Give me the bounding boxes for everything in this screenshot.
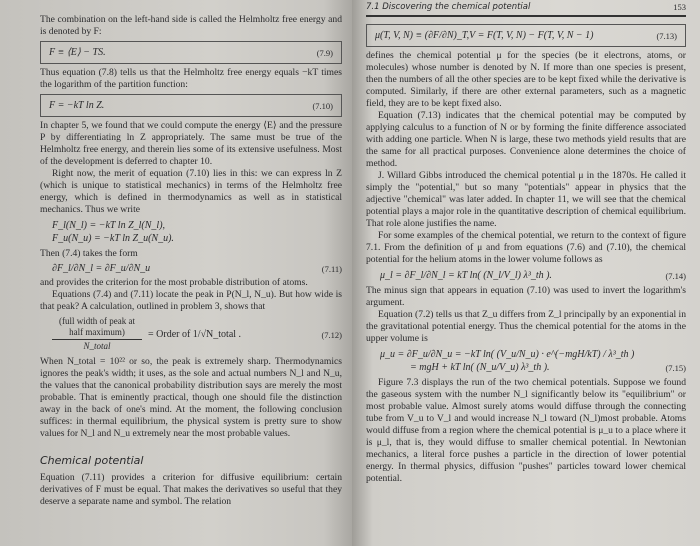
right-page — [352, 0, 700, 546]
paragraph: Equation (7.2) tells us that Z_u differs from Z_l principally by an exponential in the gravitational potential energy. Thus the chemical potential for the atoms in the upper volume is — [366, 309, 686, 344]
page-number: 153 — [673, 2, 686, 12]
fraction-denominator: N_total — [83, 341, 111, 351]
paragraph: and provides the criterion for the most probable distribution of atoms. — [40, 277, 308, 288]
equation-group-7-15 — [366, 348, 686, 374]
equation: = Order of 1/√N_total . — [148, 329, 242, 340]
equation-number: (7.10) — [312, 100, 333, 111]
paragraph: Then (7.4) takes the form — [40, 248, 138, 259]
equation-number: (7.12) — [321, 329, 342, 340]
equation-number: (7.14) — [665, 270, 686, 281]
equation-number: (7.13) — [656, 30, 677, 41]
paragraph: For some examples of the chemical potential, we return to the context of figure 7.1. From the definition of μ and from equations (7.6) and (7.10), the chemical potential for the helium atoms in the lower volume follows as — [366, 230, 686, 265]
paragraph: Equation (7.13) indicates that the chemical potential may be computed by applying calculus to a function of N or by forming the finite difference associated with adding one particle. When N is large, these two methods yield results that are the same for all practical purposes. Convenience alone determines the choice of method. — [366, 110, 686, 169]
equation-box-7-13 — [366, 24, 686, 47]
equation-number: (7.9) — [316, 47, 333, 58]
paragraph: The combination on the left-hand side is called the Helmholtz free energy and is denoted by F: — [40, 14, 342, 37]
page-header — [366, 2, 686, 12]
running-head: 7.1 Discovering the chemical potential — [366, 2, 531, 12]
paragraph: Right now, the merit of equation (7.10) lies in this: we can express ln Z (which is unique to statistical mechanics) in terms of the Helmholtz free energy, which is defined in thermodynamics as well as in statistical mechanics. Thus we write — [40, 168, 342, 215]
equation: ∂F_l/∂N_l = ∂F_u/∂N_u — [52, 263, 151, 274]
paragraph: The minus sign that appears in equation (7.10) was used to invert the logarithm's argument. — [366, 285, 686, 308]
equation: μ_l = ∂F_l/∂N_l = kT ln( (N_l/V_l) λ³_th ). — [380, 270, 552, 281]
equation-number: (7.11) — [321, 263, 342, 274]
equation-box-7-9 — [40, 41, 342, 64]
equation: = mgH + kT ln( (N_u/V_u) λ³_th ). — [410, 362, 550, 373]
equation: μ(T, V, N) ≡ (∂F/∂N)_T,V = F(T, V, N) − F(T, V, N − 1) — [375, 30, 594, 41]
page-top-rule — [366, 15, 686, 17]
equation-number: (7.15) — [665, 362, 686, 373]
equation-row-7-14 — [366, 269, 686, 282]
equation-row-7-12 — [40, 316, 342, 353]
paragraph: Equations (7.4) and (7.11) locate the peak in P(N_l, N_u). But how wide is that peak? A calculation, outlined in problem 3, shows that — [40, 289, 342, 312]
equation: F ≡ ⟨E⟩ − TS. — [49, 47, 106, 58]
paragraph: In chapter 5, we found that we could compute the energy ⟨E⟩ and the pressure P by differentiating ln Z appropriately. The same must be true of the Helmholtz free energy, and therein lies some of its extensive usefulness. Most of the development is deferred to chapter 10. — [40, 120, 342, 167]
paragraph: Equation (7.11) provides a criterion for diffusive equilibrium: certain derivatives of F must be equal. That makes the derivatives so useful that they deserve a separate name and symbol. The relation — [40, 472, 342, 507]
paragraph: J. Willard Gibbs introduced the chemical potential μ in the 1870s. He called it simply the "potential," but so many "potentials" appear in physics that the adjective "chemical" was later added. In chapter 11, we will see that the chemical potential plays a major role in the quantitative description of chemical equilibrium. That role alone justifies the name. — [366, 170, 686, 229]
equation: F = −kT ln Z. — [49, 100, 105, 111]
equation: F_l(N_l) = −kT ln Z_l(N_l), — [52, 220, 166, 231]
section-heading: Chemical potential — [40, 454, 144, 467]
equation-box-7-10 — [40, 94, 342, 117]
paragraph: defines the chemical potential μ for the species (be it electrons, atoms, or molecules) whose number is denoted by N. If more than one species is present, then the numbers of all the other species are to be kept fixed while the derivative is computed. Similarly, if there are other external parameters, such as a magnetic field, they are to be kept fixed also. — [366, 50, 686, 109]
paragraph: When N_total = 10²² or so, the peak is extremely sharp. Thermodynamics ignores the peak's width; it uses, as the sole and actual numbers N_l and N_u, the values that the canonical probability distribution says are merely the most probable. That is eminently practical, though one should file the distinction away in the back of one's mind. At the moment, the following conclusion suffices: in thermal equilibrium, the physical system is pretty sure to show values for N_l and N_u extremely near the most probable values. — [40, 356, 342, 439]
equation-row-7-11 — [40, 262, 342, 275]
equation: μ_u = ∂F_u/∂N_u = −kT ln( (V_u/N_u) · e^(−mgH/kT) / λ³_th ) — [380, 349, 635, 360]
paragraph: Figure 7.3 displays the run of the two chemical potentials. Suppose we found the gaseous system with the number N_l significantly below its "equilibrium" or most probable value. Almost surely atoms would diffuse through the connecting tube from V_u to V_l and would increase N_l toward (N_l)most probable. Atoms would diffuse from a region where the chemical potential is μ_u to a place where it is μ_l, that is, they would diffuse to smaller chemical potential. In Newtonian mechanics, a literal force pushes a particle in the direction of lower potential energy. In thermal physics, diffusion "pushes" particles toward lower chemical potential. — [366, 377, 686, 484]
paragraph: Thus equation (7.8) tells us that the Helmholtz free energy equals −kT times the logarithm of the partition function: — [40, 67, 342, 90]
fraction-numerator: (full width of peak at half maximum) — [52, 316, 142, 340]
equation: F_u(N_u) = −kT ln Z_u(N_u). — [52, 233, 174, 244]
